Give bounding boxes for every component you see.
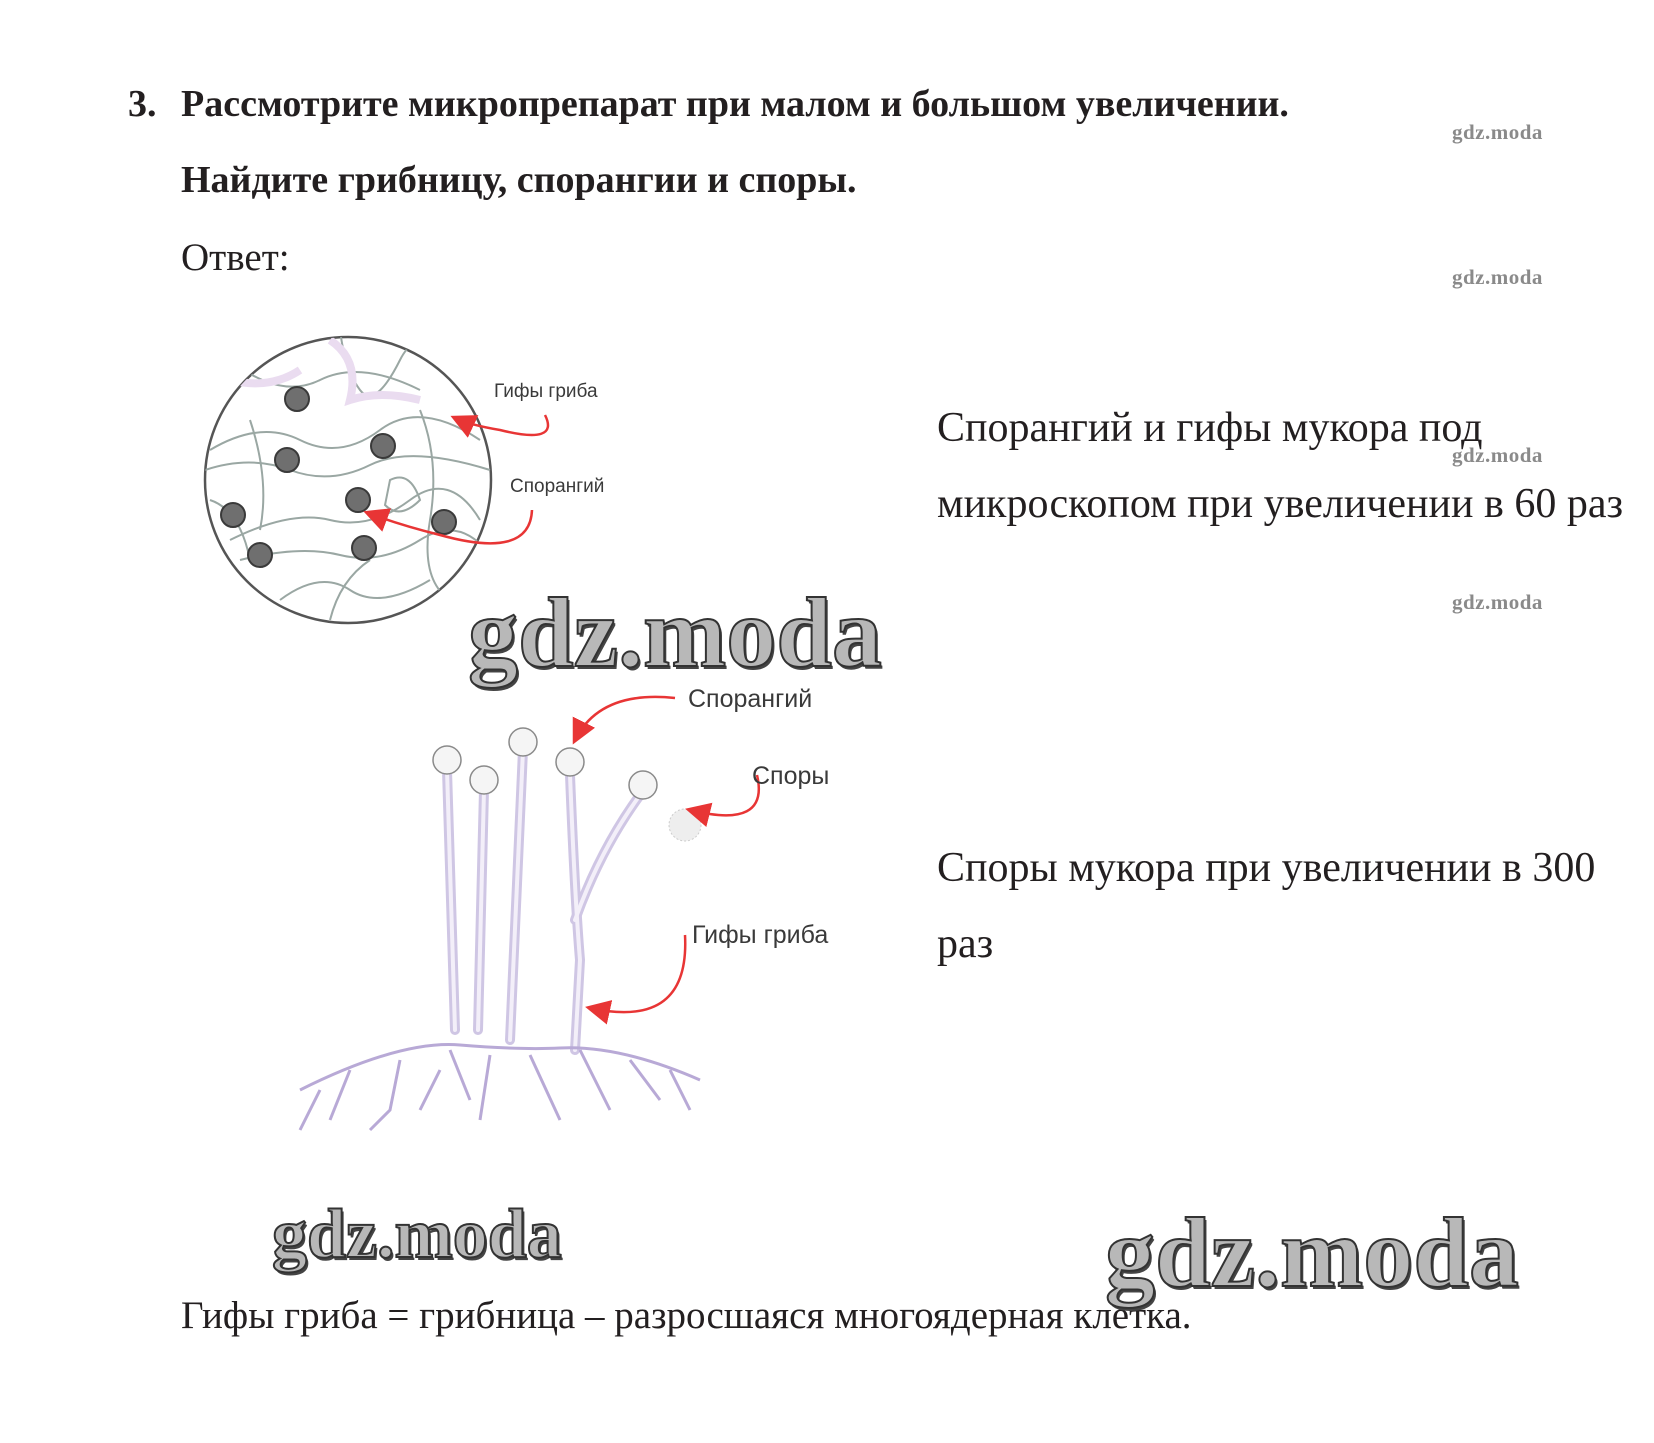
figure2-caption: Споры мукора при увеличении в 300 раз [937,845,1596,967]
sporangia-heads [433,728,657,799]
watermark-small-3: gdz.moda [1452,443,1543,467]
task-line-1: Рассмотрите микропрепарат при малом и большом увеличении. [181,83,1289,125]
task-number: 3. [128,83,157,125]
watermark-big-2: gdz.moda [272,1196,562,1273]
watermark-big-1: gdz.moda [468,577,882,688]
mucor-drawing [300,697,759,1130]
fig1-label-hyphae: Гифы гриба [494,381,598,402]
fig2-label-sporangium: Спорангий [688,685,813,713]
watermark-small-2: gdz.moda [1452,265,1543,289]
watermark-small-4: gdz.moda [1452,590,1543,614]
footer-note: Гифы гриба = грибница – разросшаяся многоядерная клетка. [181,1294,1192,1337]
arrow-spores [690,775,759,815]
fig2-label-hyphae: Гифы гриба [692,921,829,949]
arrow-hyphae-2 [590,935,685,1012]
watermark-big-3: gdz.moda [1105,1197,1519,1308]
figure1-caption: Спорангий и гифы мукора под микроскопом при увеличении в 60 раз [937,405,1624,527]
rhizoids [300,1045,700,1130]
fig1-label-sporangium: Спорангий [510,476,605,497]
task-line-2: Найдите грибницу, спорангии и споры. [181,159,857,201]
released-spores [669,809,701,841]
watermark-small-1: gdz.moda [1452,120,1543,144]
answer-label: Ответ: [181,236,290,279]
arrow-sporangium-2 [575,697,675,740]
sporangiophores [447,750,640,1050]
fig2-label-spores: Споры [752,762,830,790]
